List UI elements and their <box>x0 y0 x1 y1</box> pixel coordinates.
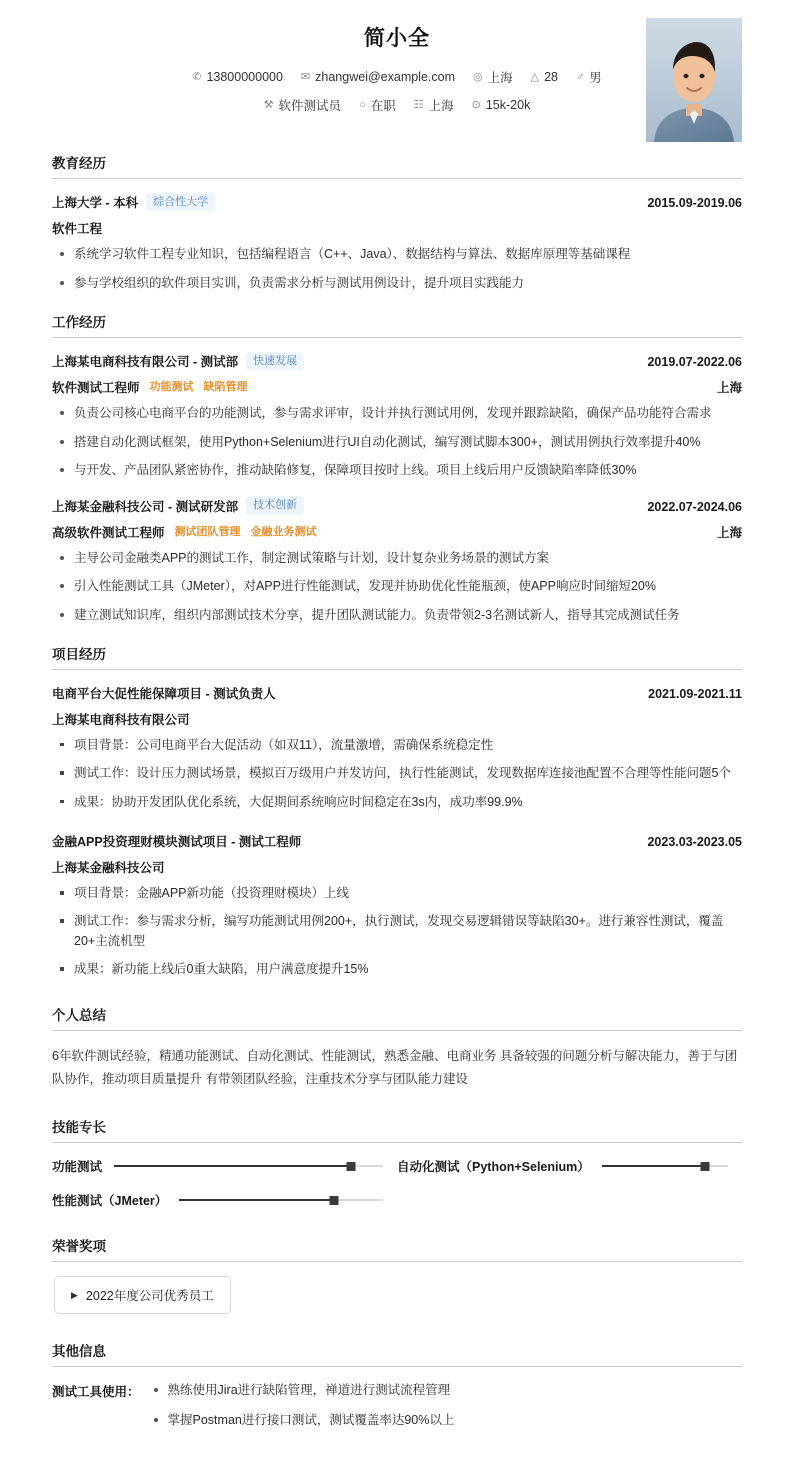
education-school: 上海大学 - 本科 <box>52 196 139 211</box>
list-item: 测试工作：参与需求分析，编写功能测试用例200+，执行测试，发现交易逻辑错误等缺陷30+。进行兼容性测试，覆盖20+主流机型 <box>52 912 742 951</box>
list-item: 参与学校组织的软件项目实训，负责需求分析与测试用例设计，提升项目实践能力 <box>52 274 742 293</box>
slider-fill <box>179 1199 334 1201</box>
contact-row <box>52 68 742 86</box>
work-role: 软件测试工程师 <box>52 381 140 396</box>
skill-item <box>52 1191 397 1209</box>
skills-grid <box>52 1157 742 1209</box>
list-item: 测试工作：设计压力测试场景，模拟百万级用户并发访问，执行性能测试，发现数据库连接池配置不合理等性能问题5个 <box>52 764 742 783</box>
project-company: 上海某电商科技有限公司 <box>52 712 190 727</box>
list-item: 成果：新功能上线后0重大缺陷，用户满意度提升15% <box>52 960 742 979</box>
mail-icon: ✉ <box>300 70 311 83</box>
other-list <box>146 1381 742 1442</box>
list-item: 项目背景：金融APP新功能（投资理财模块）上线 <box>52 884 742 903</box>
contact-gender <box>576 68 602 86</box>
section-title-summary: 个人总结 <box>52 1004 742 1031</box>
section-other <box>0 1340 794 1442</box>
job-row <box>52 96 742 114</box>
education-entry <box>52 193 742 293</box>
job-city <box>414 96 454 114</box>
contact-phone <box>192 70 283 84</box>
work-date: 2022.07-2024.06 <box>647 499 742 514</box>
section-work <box>0 311 794 625</box>
project-points <box>52 736 742 812</box>
contact-location <box>473 68 513 86</box>
project-company: 上海某金融科技公司 <box>52 861 165 876</box>
list-item: 搭建自动化测试框架，使用Python+Selenium进行UI自动化测试，编写测试脚本300+，测试用例执行效率提升40% <box>52 433 742 452</box>
list-item: 主导公司金融类APP的测试工作，制定测试策略与计划，设计复杂业务场景的测试方案 <box>52 549 742 568</box>
briefcase-icon: ⚒ <box>263 98 274 111</box>
job-salary-value: 15k-20k <box>485 98 531 112</box>
education-date: 2015.09-2019.06 <box>647 196 742 211</box>
other-label: 测试工具使用： <box>52 1385 140 1400</box>
list-item: 熟练使用Jira进行缺陷管理，禅道进行测试流程管理 <box>146 1381 742 1400</box>
section-skills <box>0 1116 794 1209</box>
project-entry <box>52 684 742 812</box>
list-item: 与开发、产品团队紧密协作，推动缺陷修复，保障项目按时上线。项目上线后用户反馈缺陷率降低30% <box>52 461 742 480</box>
work-role-tag: 金融业务测试 <box>250 525 317 538</box>
job-status <box>359 96 396 114</box>
award-collapsible[interactable] <box>54 1276 231 1314</box>
skill-slider[interactable] <box>114 1159 383 1173</box>
work-points <box>52 549 742 625</box>
skill-slider[interactable] <box>602 1159 728 1173</box>
slider-knob[interactable] <box>346 1162 355 1171</box>
avatar-illustration <box>646 18 742 142</box>
job-title-value: 软件测试员 <box>278 99 342 113</box>
contact-location-value: 上海 <box>487 71 513 85</box>
skill-label: 自动化测试（Python+Selenium） <box>397 1160 590 1175</box>
section-summary <box>0 1004 794 1093</box>
contact-age <box>531 70 558 84</box>
section-projects <box>0 643 794 980</box>
list-item: 项目背景：公司电商平台大促活动（如双11），流量激增，需确保系统稳定性 <box>52 736 742 755</box>
city-icon: ☷ <box>413 98 424 111</box>
skill-item <box>397 1157 742 1175</box>
skill-slider[interactable] <box>179 1193 383 1207</box>
section-title-education: 教育经历 <box>52 152 742 179</box>
work-company: 上海某金融科技公司 - 测试研发部 <box>52 499 239 514</box>
contact-gender-value: 男 <box>589 71 602 85</box>
work-tag: 快速发展 <box>246 352 304 370</box>
page-title: 简小全 <box>364 27 430 50</box>
work-role-tag: 缺陷管理 <box>203 381 248 394</box>
work-role: 高级软件测试工程师 <box>52 525 165 540</box>
other-row <box>52 1381 742 1442</box>
job-city-value: 上海 <box>428 99 454 113</box>
location-icon: ◎ <box>473 70 483 83</box>
contact-email <box>301 70 455 84</box>
job-title <box>264 96 341 114</box>
section-title-awards: 荣誉奖项 <box>52 1235 742 1262</box>
work-location: 上海 <box>716 525 742 540</box>
job-salary <box>472 98 531 112</box>
work-location: 上海 <box>716 381 742 396</box>
skill-label: 功能测试 <box>52 1160 103 1175</box>
work-entry <box>52 496 742 624</box>
project-entry <box>52 832 742 980</box>
work-company: 上海某电商科技有限公司 - 测试部 <box>52 355 239 370</box>
project-points <box>52 884 742 980</box>
work-entry <box>52 352 742 480</box>
project-name: 金融APP投资理财模块测试项目 - 测试工程师 <box>52 835 302 850</box>
phone-icon: ✆ <box>192 70 202 83</box>
avatar <box>646 18 742 142</box>
list-item: 成果：协助开发团队优化系统，大促期间系统响应时间稳定在3s内，成功率99.9% <box>52 793 742 812</box>
slider-knob[interactable] <box>701 1162 710 1171</box>
work-role-tag: 测试团队管理 <box>174 525 241 538</box>
section-title-work: 工作经历 <box>52 311 742 338</box>
salary-icon: ⊙ <box>471 98 481 111</box>
summary-text: 6年软件测试经验，精通功能测试、自动化测试、性能测试，熟悉金融、电商业务 具备较强的问题分析与解决能力，善于与团队协作，推动项目质量提升 有带领团队经验，注重技术分享与团队能力建设 <box>52 1048 738 1087</box>
list-item: 建立测试知识库，组织内部测试技术分享，提升团队测试能力。负责带领2-3名测试新人，指导其完成测试任务 <box>52 606 742 625</box>
section-education <box>0 152 794 293</box>
list-item: 引入性能测试工具（JMeter），对APP进行性能测试，发现并协助优化性能瓶颈，使APP响应时间缩短20% <box>52 577 742 596</box>
work-tag: 技术创新 <box>246 496 304 514</box>
work-points <box>52 404 742 480</box>
contact-age-value: 28 <box>544 70 558 84</box>
age-icon: △ <box>530 70 540 83</box>
work-role-tag: 功能测试 <box>149 381 194 394</box>
gender-icon: ♂ <box>576 70 585 83</box>
list-item: 系统学习软件工程专业知识，包括编程语言（C++、Java）、数据结构与算法、数据库原理等基础课程 <box>52 245 742 264</box>
contact-phone-value: 13800000000 <box>206 70 283 84</box>
skill-item <box>52 1157 397 1175</box>
skill-label: 性能测试（JMeter） <box>52 1194 168 1209</box>
job-status-value: 在职 <box>370 99 396 113</box>
project-name: 电商平台大促性能保障项目 - 测试负责人 <box>52 686 276 701</box>
project-date: 2023.03-2023.05 <box>647 835 742 850</box>
skill-item-empty <box>397 1191 742 1209</box>
section-title-skills: 技能专长 <box>52 1116 742 1143</box>
slider-fill <box>114 1165 351 1167</box>
list-item: 负责公司核心电商平台的功能测试，参与需求评审，设计并执行测试用例，发现并跟踪缺陷，确保产品功能符合需求 <box>52 404 742 423</box>
section-title-other: 其他信息 <box>52 1340 742 1367</box>
education-major: 软件工程 <box>52 222 103 237</box>
slider-knob[interactable] <box>330 1196 339 1205</box>
caret-right-icon[interactable]: ▶ <box>71 1289 78 1300</box>
status-icon: ○ <box>359 98 366 111</box>
contact-email-value: zhangwei@example.com <box>315 70 455 84</box>
work-date: 2019.07-2022.06 <box>647 355 742 370</box>
slider-fill <box>602 1165 706 1167</box>
education-points <box>52 245 742 293</box>
award-label: 2022年度公司优秀员工 <box>85 1289 214 1304</box>
resume-header <box>0 0 794 134</box>
project-date: 2021.09-2021.11 <box>648 686 742 701</box>
list-item: 掌握Postman进行接口测试，测试覆盖率达90%以上 <box>146 1411 742 1430</box>
section-awards <box>0 1235 794 1314</box>
section-title-projects: 项目经历 <box>52 643 742 670</box>
education-tag: 综合性大学 <box>146 193 215 211</box>
